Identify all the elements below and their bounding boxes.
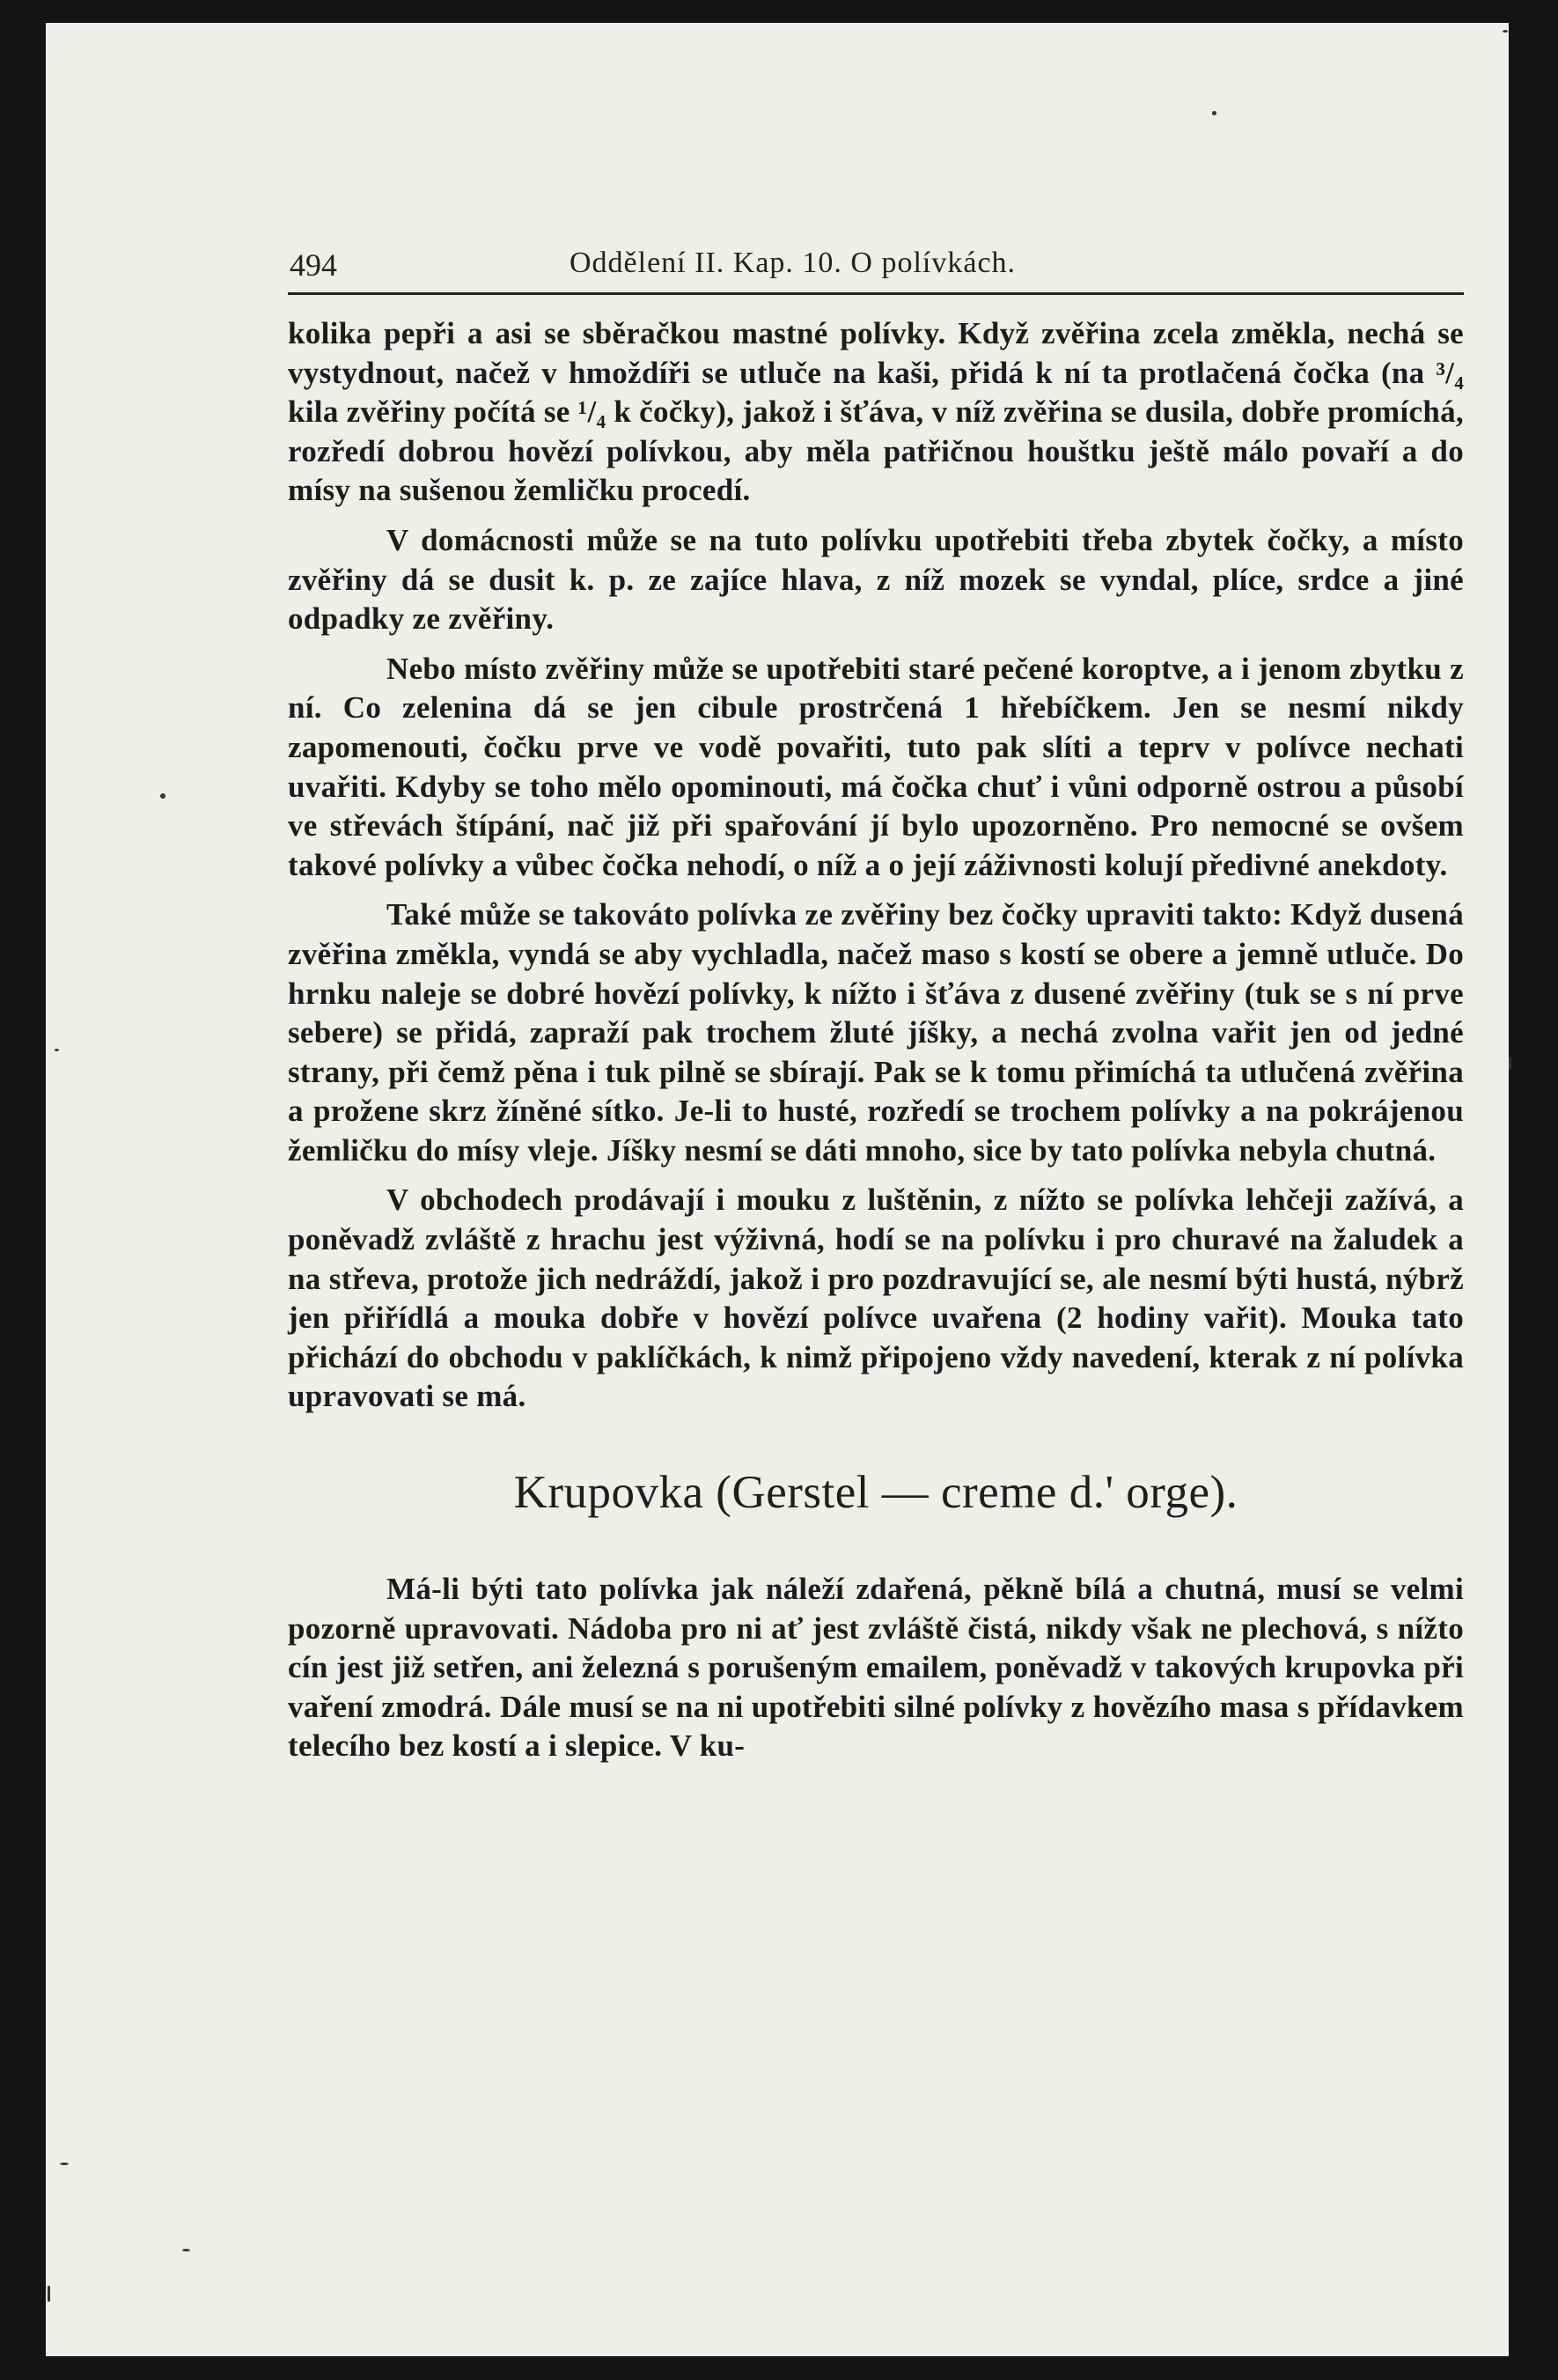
section-paragraph: Má-li býti tato polívka jak náleží zdařená, pěkně bílá a chutná, musí se velmi pozorně upravovati. Nádoba pro ni ať jest zvláště čistá, nikdy však ne plechová, s nížto cín jest již setřen, ani železná s porušeným emailem, poněvadž v takových krupovka při vaření zmodrá. Dále musí se na ni upotřebiti silné polívky z hovězího masa s přídavkem telecího bez kostí a i slepice. V ku- bbox=[288, 1572, 1464, 1764]
paragraph: Nebo místo zvěřiny může se upotřebiti staré pečené koroptve, a i jenom zbytku z ní. Co zelenina dá se jen cibule prostrčená 1 hřebíčkem. Jen se nesmí nikdy zapomenouti, čočku prve ve vodě povařiti, tuto pak slíti a teprv v polívce nechati uvařiti. Kdyby se toho mělo opominouti, má čočka chuť i vůni odporně ostrou a působí ve střevách štípání, nač již při spařování jí bylo upozorněno. Pro nemocné se ovšem takové polívky a vůbec čočka nehodí, o níž a o její záživnosti kolují předivné anekdoty. bbox=[288, 651, 1464, 882]
paragraph: Také může se takováto polívka ze zvěřiny bez čočky upraviti takto: Když dusená zvěřina změkla, vyndá se aby vychladla, načež maso s kostí se obere a jemně utluče. Do hrnku naleje se dobré hovězí polívky, k nížto i šťáva z dusené zvěřiny (tuk se s ní prve sebere) se přidá, zapraží pak trochem žluté jíšky, a nechá zvolna vařit jen od jedné strany, při čemž pěna i tuk pilně se sbírají. Pak se k tomu přimíchá ta utlučená zvěřina a prožene skrz žíněné sítko. Je-li to husté, rozředí se trochem polívky a na pokrájenou žemličku do mísy vleje. Jíšky nesmí se dáti mnoho, sice by tato polívka nebyla chutná. bbox=[288, 897, 1464, 1168]
page-content bbox=[288, 243, 1464, 1766]
running-header bbox=[288, 243, 1464, 295]
paragraph: V domácnosti může se na tuto polívku upotřebiti třeba zbytek čočky, a místo zvěřiny dá se dusit k. p. ze zajíce hlava, z níž mozek se vyndal, plíce, srdce a jiné odpadky ze zvěřiny. bbox=[288, 522, 1464, 637]
paragraph-continuation: kolika pepři a asi se sběračkou mastné polívky. Když zvěřina zcela změkla, nechá se vystydnout, načež v hmoždíři se utluče na kaši, přidá k ní ta protlačená čočka (na ³/₄ kila zvěřiny počítá se ¹/₄ k čočky), jakož i šťáva, v níž zvěřina se dusila, dobře promíchá, rozředí dobrou hovězí polívkou, aby měla patřičnou houštku ještě málo povaří a do mísy na sušenou žemličku procedí. bbox=[288, 316, 1464, 508]
paper-speck bbox=[1509, 1057, 1511, 1070]
section-heading: Krupovka (Gerstel — creme d.' orge). bbox=[513, 1467, 1238, 1519]
paper-speck bbox=[182, 2249, 190, 2251]
paragraph: V obchodech prodávají i mouku z luštěnin, z nížto se polívka lehčeji zažívá, a poněvadž zvláště z hrachu jest výživná, hodí se na polívku i pro churavé na žaludek a na střeva, protože jich nedráždí, jakož i pro pozdravující se, ale nesmí býti hustá, nýbrž jen přiřídlá a mouka dobře v hovězí polívce uvařena (2 hodiny vařit). Mouka tato přichází do obchodu v paklíčkách, k nimž připojeno vždy navedení, kterak z ní polívka upravovati se má. bbox=[288, 1183, 1464, 1414]
book-page bbox=[46, 23, 1509, 2356]
paper-speck bbox=[48, 2286, 50, 2302]
page-number: 494 bbox=[290, 247, 337, 283]
body-text bbox=[288, 314, 1464, 1766]
paper-speck bbox=[55, 1049, 59, 1051]
paper-speck bbox=[60, 2163, 69, 2165]
paper-speck bbox=[1503, 30, 1508, 33]
running-title: Oddělení II. Kap. 10. O polívkách. bbox=[570, 247, 1017, 279]
paper-speck bbox=[160, 793, 165, 799]
paper-speck bbox=[1212, 111, 1216, 115]
